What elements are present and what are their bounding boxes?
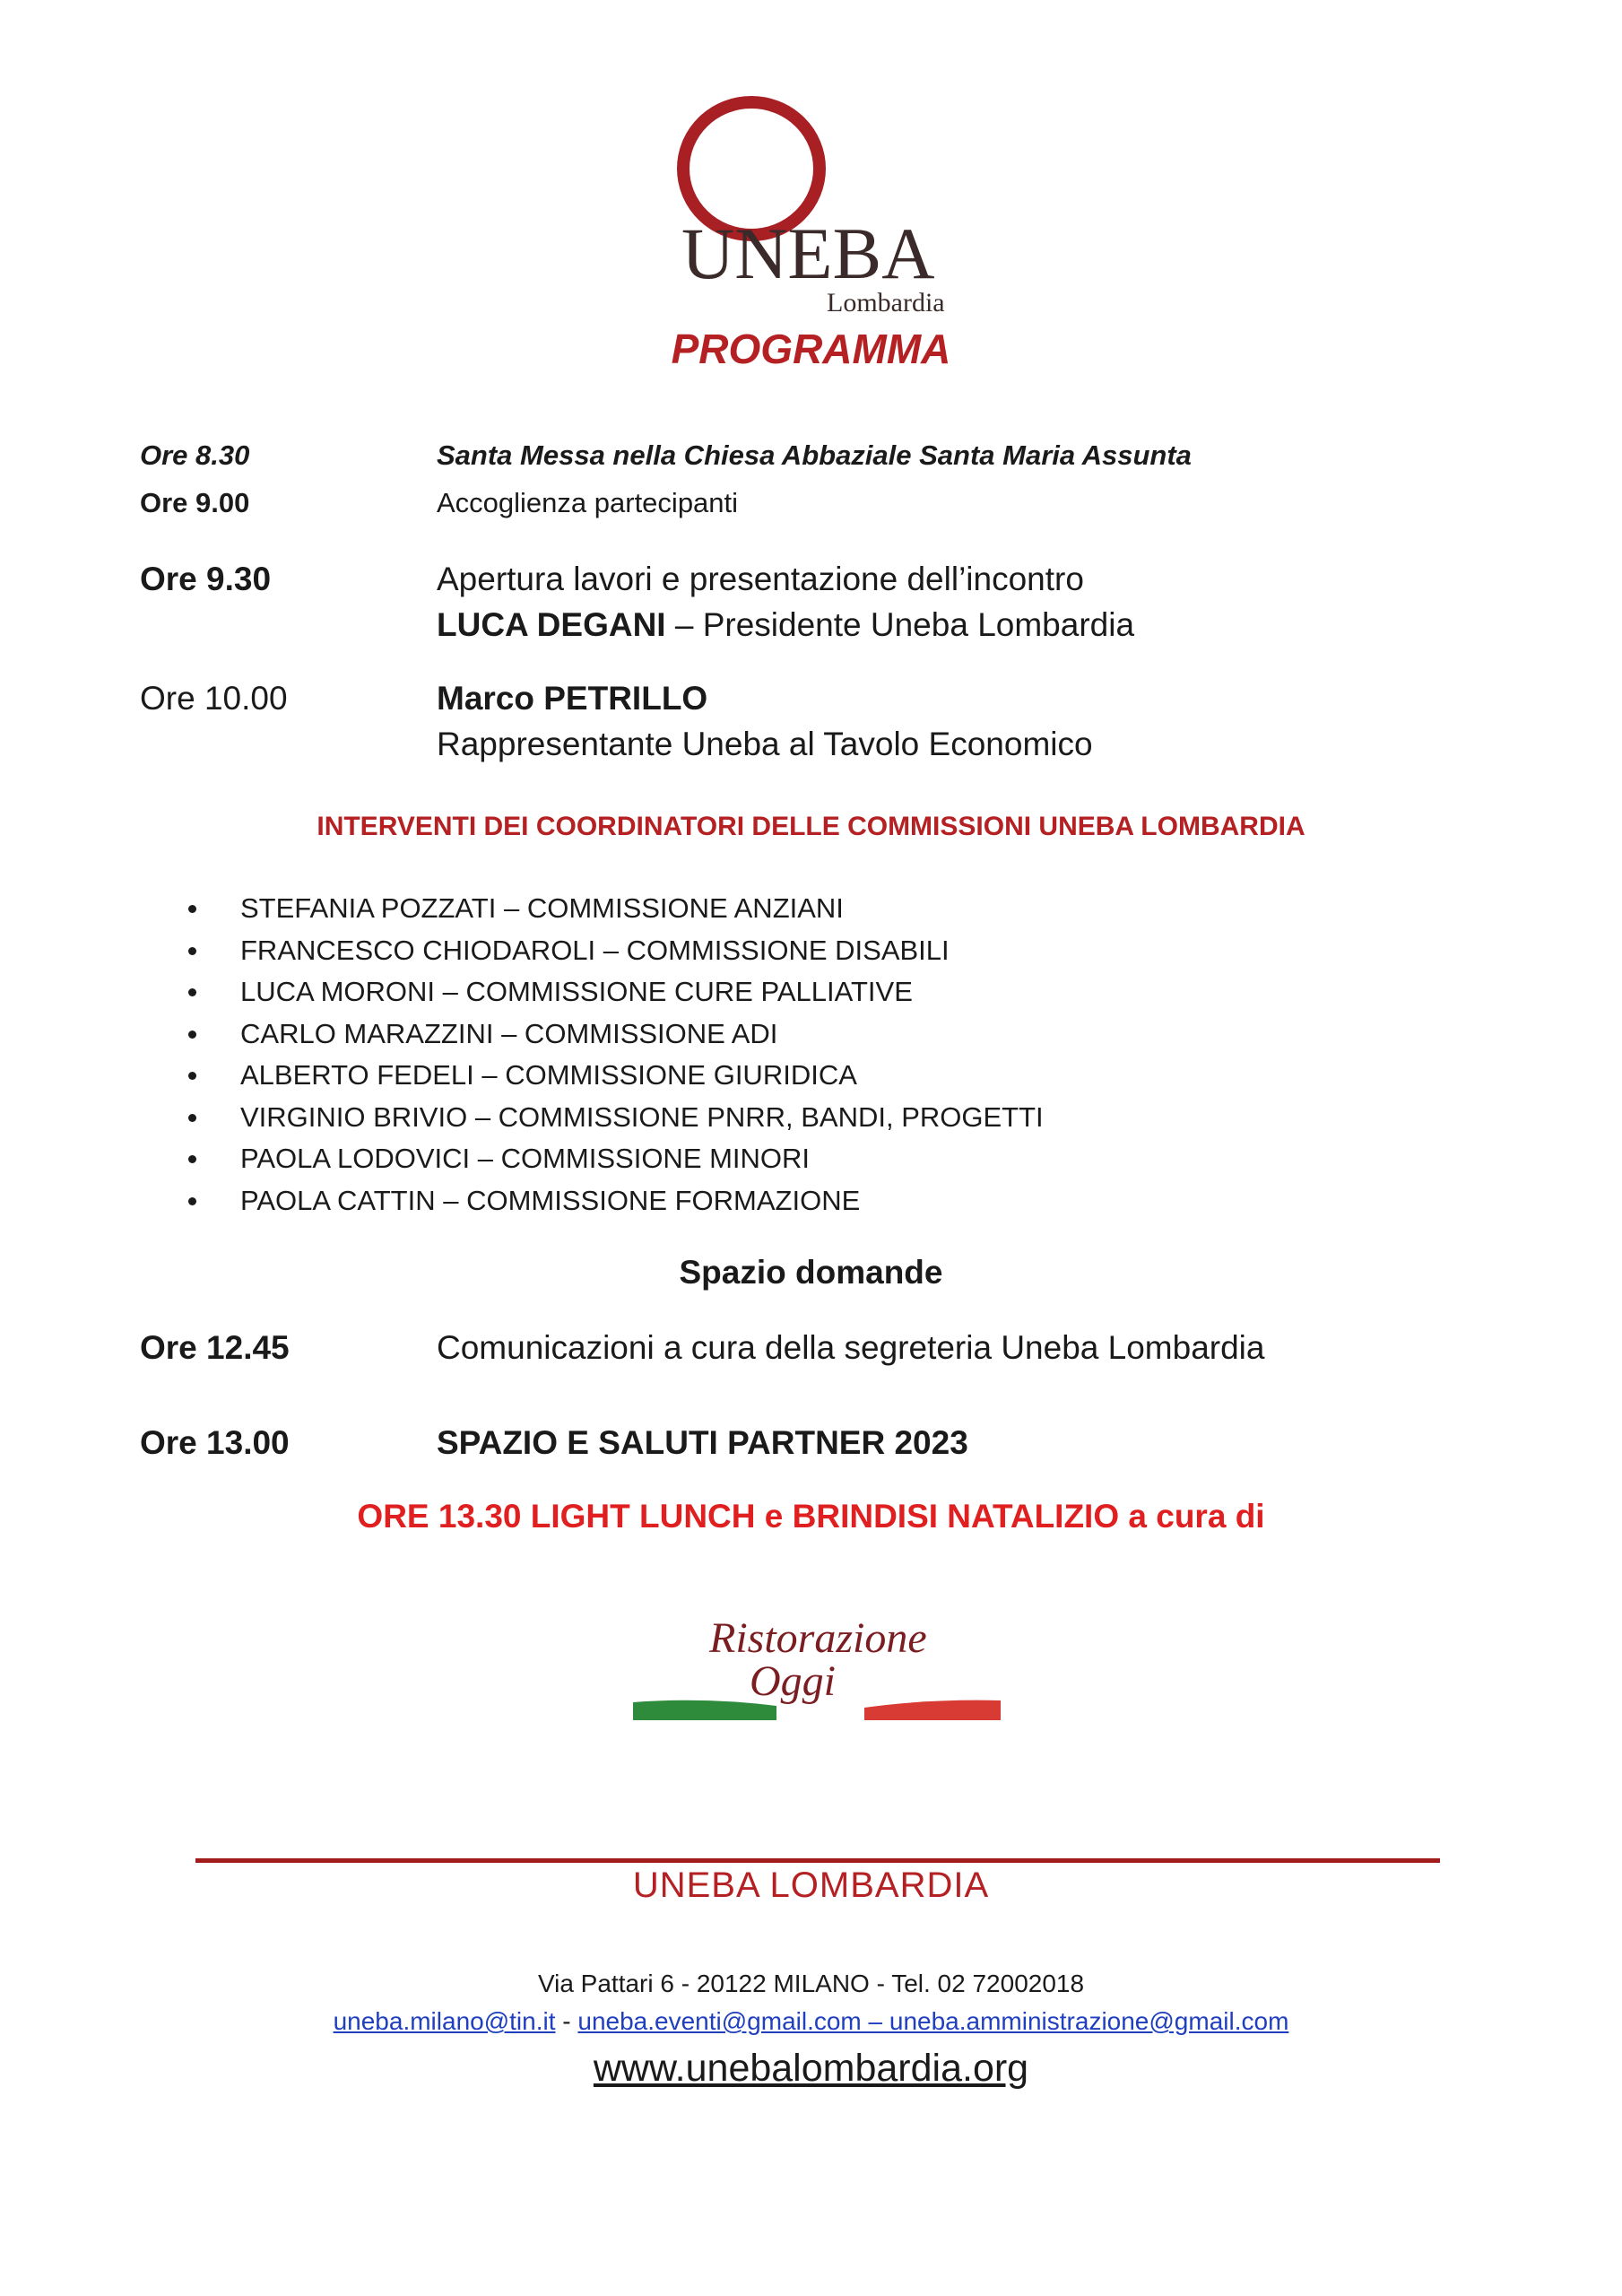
footer-address: Via Pattari 6 - 20122 MILANO - Tel. 02 72002018 [537, 1970, 1085, 1997]
schedule-time: Ore 12.45 [140, 1329, 290, 1366]
schedule-description: Accoglienza partecipanti [437, 487, 739, 518]
section-heading: INTERVENTI DEI COORDINATORI DELLE COMMISSIONI UNEBA LOMBARDIA [317, 812, 1305, 841]
list-item: PAOLA CATTIN – COMMISSIONE FORMAZIONE [188, 1180, 1044, 1222]
schedule-description: Santa Messa nella Chiesa Abbaziale Santa Maria Assunta [437, 439, 1192, 471]
schedule-description: Apertura lavori e presentazione dell’incontro [437, 561, 1084, 597]
uneba-logo [646, 90, 986, 323]
email-link[interactable]: uneba.milano@tin.it [333, 2007, 556, 2035]
schedule-speaker-name: Marco PETRILLO [437, 680, 708, 717]
schedule-time: Ore 9.30 [140, 561, 272, 597]
flag-red-icon [864, 1700, 1001, 1720]
page-title: PROGRAMMA [671, 326, 951, 372]
list-item: STEFANIA POZZATI – COMMISSIONE ANZIANI [188, 888, 1044, 930]
schedule-description: SPAZIO E SALUTI PARTNER 2023 [437, 1424, 968, 1461]
list-item: PAOLA LODOVICI – COMMISSIONE MINORI [188, 1138, 1044, 1180]
schedule-time: Ore 13.00 [140, 1424, 290, 1461]
logo-text: UNEBA [681, 213, 935, 294]
questions-heading: Spazio domande [679, 1254, 943, 1291]
list-item: LUCA MORONI – COMMISSIONE CURE PALLIATIVE [188, 971, 1044, 1013]
speaker-name: LUCA DEGANI [437, 606, 666, 643]
logo-subtext: Lombardia [827, 288, 945, 317]
list-item: ALBERTO FEDELI – COMMISSIONE GIURIDICA [188, 1055, 1044, 1097]
footer-website[interactable] [0, 2047, 1622, 2091]
schedule-time: Ore 10.00 [140, 680, 288, 717]
footer-emails [0, 2007, 1622, 2036]
footer-org-name: UNEBA LOMBARDIA [632, 1866, 990, 1905]
list-item: VIRGINIO BRIVIO – COMMISSIONE PNRR, BANDI, PROGETTI [188, 1097, 1044, 1139]
speaker-role: – Presidente Uneba Lombardia [665, 606, 1135, 643]
coordinators-list [188, 888, 1044, 1222]
partner-logo-line2: Oggi [750, 1657, 836, 1705]
email-separator: - [555, 2007, 578, 2035]
partner-logo-line1: Ristorazione [709, 1614, 927, 1662]
ristorazione-oggi-logo [633, 1587, 1001, 1722]
website-link[interactable]: www.unebalombardia.org [593, 2047, 1029, 2090]
schedule-time: Ore 8.30 [140, 439, 250, 471]
schedule-time: Ore 9.00 [140, 487, 250, 518]
schedule-speaker-role: Rappresentante Uneba al Tavolo Economico [437, 726, 1093, 762]
list-item: CARLO MARAZZINI – COMMISSIONE ADI [188, 1013, 1044, 1056]
lunch-notice: ORE 13.30 LIGHT LUNCH e BRINDISI NATALIZIO a cura di [357, 1498, 1265, 1535]
footer-divider [195, 1858, 1440, 1863]
schedule-speaker [437, 606, 1134, 644]
schedule-description: Comunicazioni a cura della segreteria Uneba Lombardia [437, 1329, 1265, 1366]
list-item: FRANCESCO CHIODAROLI – COMMISSIONE DISABILI [188, 930, 1044, 972]
email-link[interactable]: uneba.eventi@gmail.com – uneba.amministrazione@gmail.com [577, 2007, 1289, 2035]
